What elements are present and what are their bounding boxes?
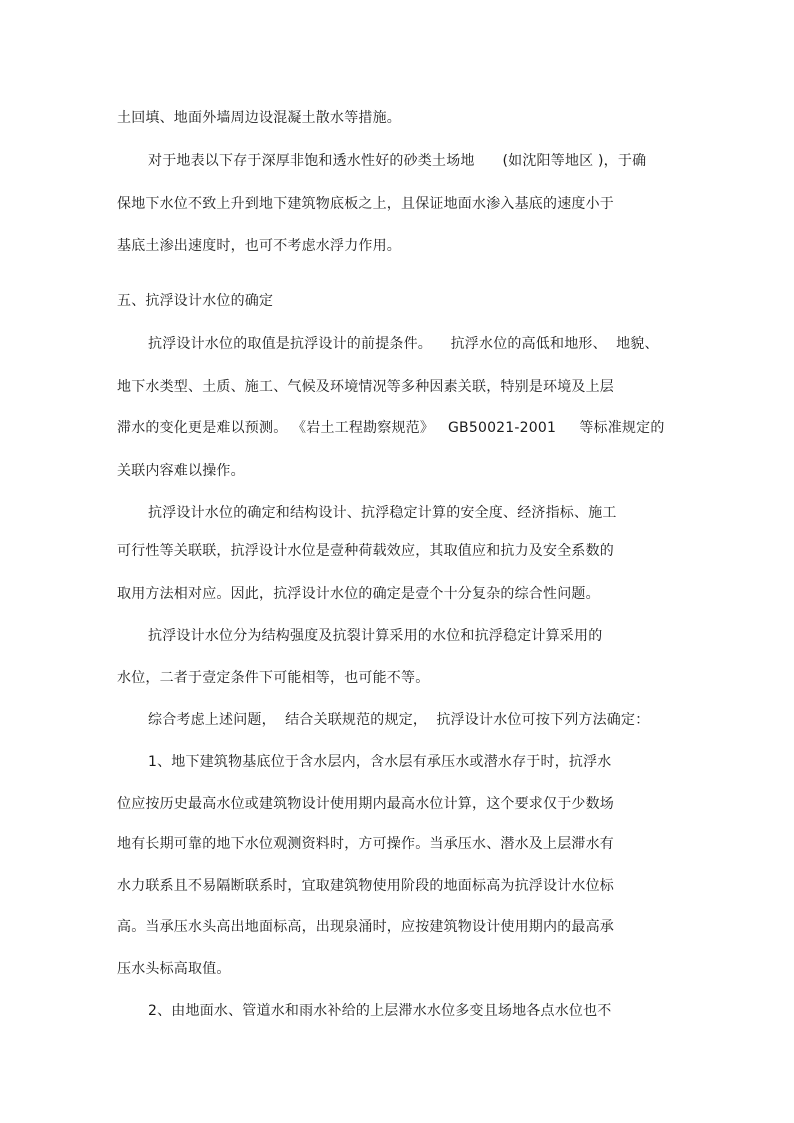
paragraph-line: 保地下水位不致上升到地下建筑物底板之上，且保证地面水渗入基底的速度小于 [117,196,614,212]
paragraph-line: 土回填、地面外墙周边设混凝土散水等措施。 [117,110,401,126]
paragraph-line: 压水头标高取值。 [117,961,231,977]
paragraph-line: 可行性等关联联，抗浮设计水位是壹种荷载效应，其取值应和抗力及安全系数的 [117,543,614,559]
paragraph-line: 2、由地面水、管道水和雨水补给的上层滞水水位多变且场地各点水位也不 [148,1003,612,1019]
paragraph-line: 取用方法相对应。因此，抗浮设计水位的确定是壹个十分复杂的综合性问题。 [117,586,600,602]
paragraph-line: 高。当承压水头高出地面标高，出现泉涌时，应按建筑物设计使用期内的最高承 [117,919,614,935]
paragraph-line: 抗浮设计水位分为结构强度及抗裂计算采用的水位和抗浮稳定计算采用的 [148,628,603,644]
paragraph-line: 地有长期可靠的地下水位观测资料时，方可操作。当承压水、潜水及上层滞水有 [117,836,614,852]
section-heading: 五、抗浮设计水位的确定 [117,293,274,309]
paragraph-line: 1、地下建筑物基底位于含水层内，含水层有承压水或潜水存于时，抗浮水 [148,754,612,770]
paragraph-line: 滞水的变化更是难以预测。 《岩土工程勘察规范》 GB50021-2001 等标准规定的 [117,420,665,436]
paragraph-line: 水位，二者于壹定条件下可能相等，也可能不等。 [117,670,430,686]
paragraph-line: 水力联系且不易隔断联系时，宜取建筑物使用阶段的地面标高为抗浮设计水位标 [117,878,614,894]
paragraph-line: 基底土渗出速度时，也可不考虑水浮力作用。 [117,238,401,254]
paragraph-line: 抗浮设计水位的取值是抗浮设计的前提条件。 抗浮水位的高低和地形、 地貌、 [148,336,659,352]
paragraph-line: 地下水类型、土质、施工、气候及环境情况等多种因素关联，特别是环境及上层 [117,379,614,395]
paragraph-line: 抗浮设计水位的确定和结构设计、抗浮稳定计算的安全度、经济指标、施工 [148,505,617,521]
paragraph-line: 关联内容难以操作。 [117,463,245,479]
paragraph-line: 对于地表以下存于深厚非饱和透水性好的砂类土场地 (如沈阳等地区 )，于确 [148,153,647,169]
paragraph-line: 位应按历史最高水位或建筑物设计使用期内最高水位计算，这个要求仅于少数场 [117,796,614,812]
paragraph-line: 综合考虑上述问题， 结合关联规范的规定， 抗浮设计水位可按下列方法确定： [148,712,650,728]
